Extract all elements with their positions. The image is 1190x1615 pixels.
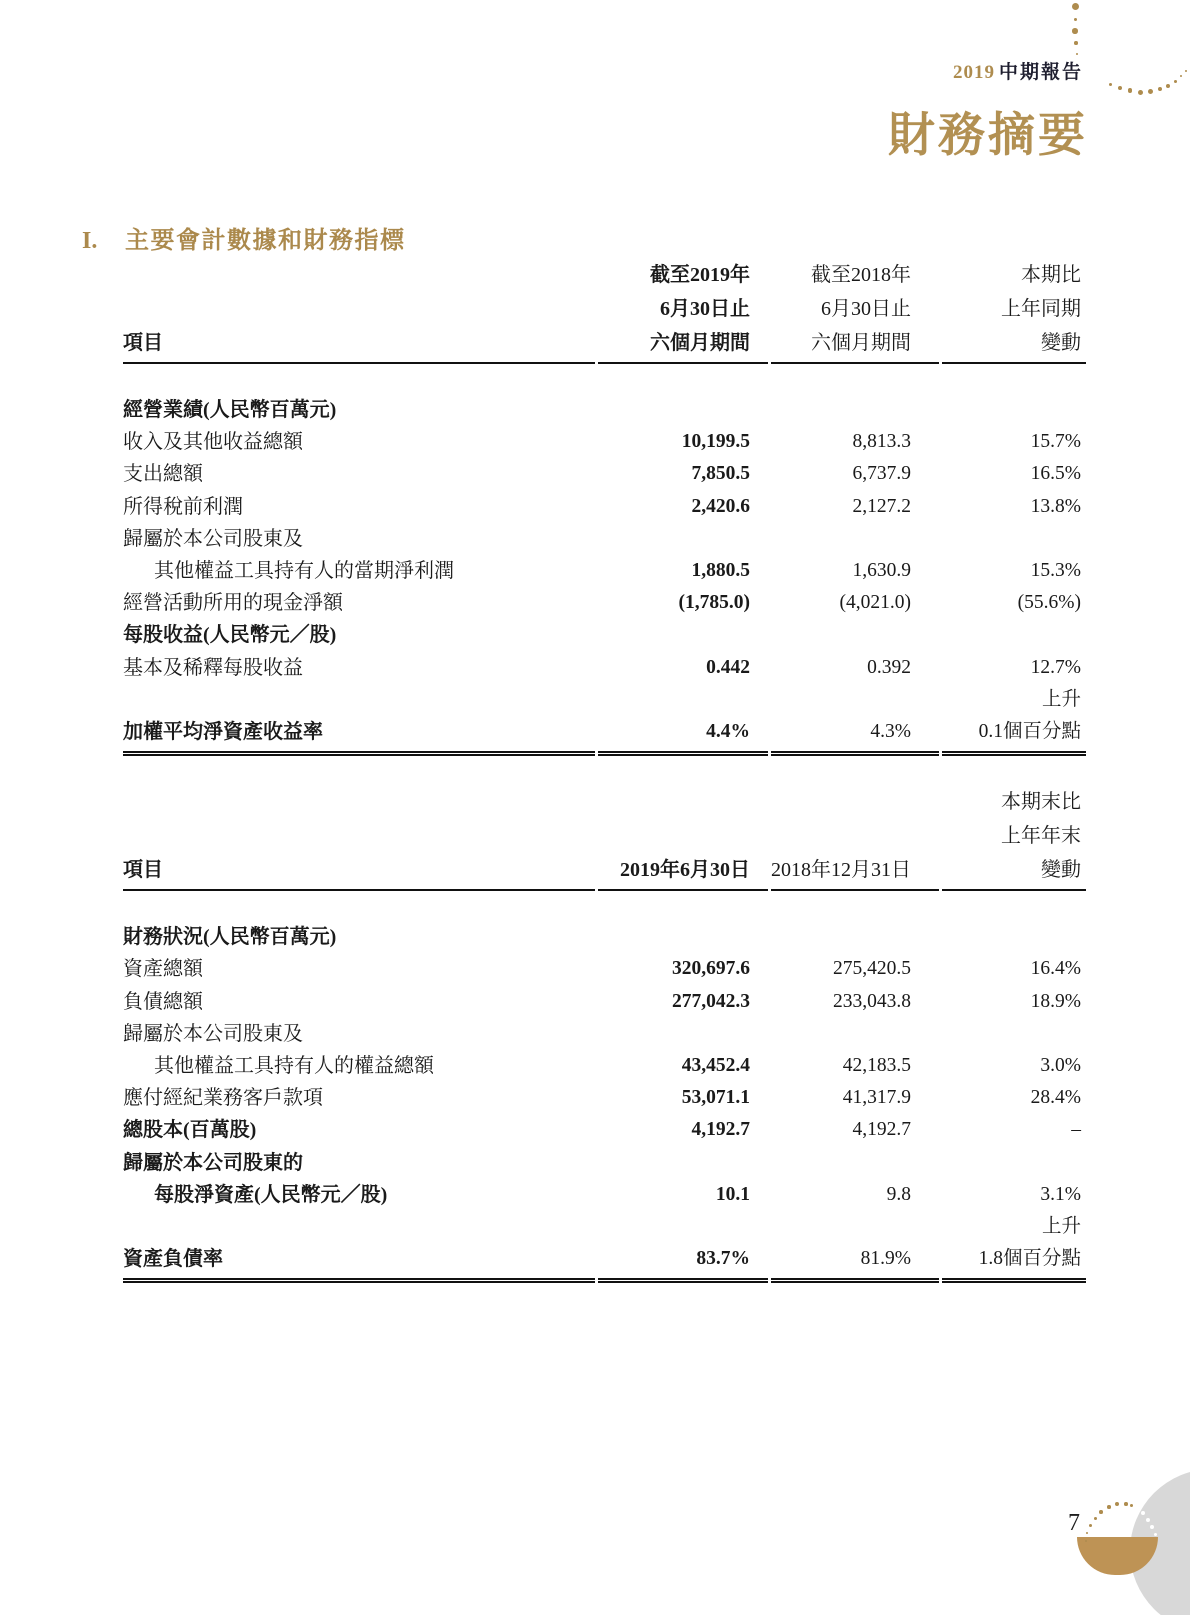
row-label: 其他權益工具持有人的當期淨利潤 <box>154 560 454 583</box>
row-label: 加權平均淨資產收益率 <box>123 716 595 756</box>
table-row <box>123 716 1086 756</box>
row-label: 其他權益工具持有人的權益總額 <box>154 1055 434 1078</box>
row-label: 支出總額 <box>123 463 203 486</box>
table-row <box>123 1147 1086 1179</box>
section-title: 主要會計數據和財務指標 <box>125 228 406 254</box>
table-row <box>123 986 1086 1018</box>
table-row <box>123 921 1086 953</box>
value-current: 43,452.4 <box>681 1055 750 1077</box>
decoration-dot <box>1141 1511 1145 1515</box>
table-gap <box>120 756 1083 785</box>
value-prior: 4,192.7 <box>852 1119 911 1141</box>
header-period-2019: 截至2019年 6月30日止 六個月期間 <box>598 258 768 364</box>
decoration-dot <box>1094 1517 1097 1520</box>
page-number: 7 <box>1068 1510 1080 1536</box>
value-prior <box>771 1147 939 1179</box>
value-prior <box>771 684 939 716</box>
decoration-dot <box>1174 80 1177 83</box>
value-prior: 42,183.5 <box>842 1055 911 1077</box>
decoration-dot <box>1158 87 1163 92</box>
decoration-dot <box>1180 75 1183 78</box>
value-prior: 9.8 <box>886 1183 911 1205</box>
decoration-dot <box>1130 1504 1133 1507</box>
financial-table-halfyear <box>120 258 1089 756</box>
value-change: – <box>1071 1119 1081 1141</box>
value-current: 10.1 <box>715 1183 750 1205</box>
decoration-dot <box>1115 1502 1119 1506</box>
table-row <box>123 619 1086 651</box>
section-numeral: I. <box>82 228 98 254</box>
table-row <box>123 953 1086 985</box>
table-row <box>123 1211 1086 1243</box>
value-prior <box>771 394 939 426</box>
decoration-dot <box>1086 1532 1089 1535</box>
report-badge <box>953 57 1083 84</box>
table-row <box>123 652 1086 684</box>
decoration-dot <box>1138 90 1143 95</box>
value-current: 7,850.5 <box>691 463 750 485</box>
spacer-row <box>123 891 1086 921</box>
row-label: 財務狀況(人民幣百萬元) <box>123 926 337 949</box>
table-row <box>123 1114 1086 1146</box>
table-row <box>123 394 1086 426</box>
value-current: 53,071.1 <box>681 1087 750 1109</box>
row-label: 歸屬於本公司股東及 <box>123 1022 303 1045</box>
value-prior: 41,317.9 <box>842 1087 911 1109</box>
page-title: 財務摘要 <box>888 110 1088 162</box>
report-year: 2019 <box>952 62 995 83</box>
decoration-dot <box>1124 1502 1128 1506</box>
value-current: 83.7% <box>598 1243 768 1283</box>
row-label: 資產負債率 <box>123 1243 595 1283</box>
header-items: 項目 <box>123 258 595 364</box>
table-row <box>123 426 1086 458</box>
value-current <box>598 394 768 426</box>
row-label: 所得稅前利潤 <box>123 495 243 518</box>
header-change: 本期末比 上年年末 變動 <box>942 785 1086 891</box>
value-change: 16.4% <box>1030 958 1081 980</box>
tables-area <box>120 258 1083 1283</box>
decoration-dot <box>1166 84 1170 88</box>
table-header-row <box>123 785 1086 891</box>
header-date-2018: 2018年12月31日 <box>771 785 939 891</box>
table-header-row <box>123 258 1086 364</box>
value-change <box>942 523 1086 555</box>
value-current: (1,785.0) <box>678 592 750 614</box>
row-label: 每股淨資產(人民幣元／股) <box>154 1183 388 1206</box>
value-current: 4.4% <box>598 716 768 756</box>
decoration-dot <box>1072 3 1079 10</box>
value-prior: 2,127.2 <box>852 495 911 517</box>
value-current <box>598 684 768 716</box>
table-row <box>123 523 1086 555</box>
value-prior <box>771 1211 939 1243</box>
value-change <box>942 394 1086 426</box>
decoration-dot <box>1148 89 1153 94</box>
table-row <box>123 587 1086 619</box>
value-change: 3.1% <box>1040 1183 1081 1205</box>
decoration-dot <box>1135 1506 1139 1510</box>
value-prior: 0.392 <box>867 656 911 678</box>
value-current <box>598 1018 768 1050</box>
value-current: 277,042.3 <box>672 990 750 1012</box>
header-items: 項目 <box>123 785 595 891</box>
decoration-dot <box>1076 53 1078 55</box>
table-row <box>123 1179 1086 1211</box>
value-current: 2,420.6 <box>691 495 750 517</box>
table-row <box>123 684 1086 716</box>
table-row <box>123 1018 1086 1050</box>
value-change: (55.6%) <box>1017 592 1081 614</box>
row-label: 經營業績(人民幣百萬元) <box>123 399 337 421</box>
row-label: 歸屬於本公司股東的 <box>123 1151 303 1174</box>
decoration-dot <box>1089 1524 1092 1527</box>
value-current: 4,192.7 <box>691 1119 750 1141</box>
value-change: 3.0% <box>1040 1055 1081 1077</box>
value-change: 16.5% <box>1030 463 1081 485</box>
decoration-dot <box>1099 1510 1103 1514</box>
decoration-dot <box>1107 1505 1111 1509</box>
decoration-dot <box>1146 1518 1150 1522</box>
value-current: 0.442 <box>706 656 750 678</box>
value-change: 28.4% <box>1030 1087 1081 1109</box>
value-current <box>598 921 768 953</box>
value-prior: 275,420.5 <box>833 958 911 980</box>
value-change: 12.7% <box>1030 656 1081 678</box>
decoration-dot <box>1185 70 1187 72</box>
report-label: 中期報告 <box>998 62 1083 83</box>
decoration-dot <box>1128 88 1133 93</box>
row-label: 應付經紀業務客戶款項 <box>123 1087 323 1110</box>
value-change: 13.8% <box>1030 495 1081 517</box>
value-prior: 8,813.3 <box>852 431 911 453</box>
value-change: 15.3% <box>1030 560 1081 582</box>
spacer-row <box>123 364 1086 394</box>
row-label <box>123 1211 595 1243</box>
row-label: 資產總額 <box>123 958 203 981</box>
header-period-2018: 截至2018年 6月30日止 六個月期間 <box>771 258 939 364</box>
table-row <box>123 458 1086 490</box>
decoration-dot <box>1118 86 1122 90</box>
section-heading <box>82 220 406 255</box>
value-prior <box>771 619 939 651</box>
value-change <box>942 1018 1086 1050</box>
value-change: 15.7% <box>1030 431 1081 453</box>
row-label: 總股本(百萬股) <box>123 1119 257 1142</box>
value-prior <box>771 1018 939 1050</box>
row-label: 歸屬於本公司股東及 <box>123 527 303 550</box>
row-label <box>123 684 595 716</box>
decoration-dot <box>1154 1533 1157 1536</box>
header-date-2019: 2019年6月30日 <box>598 785 768 891</box>
table-row <box>123 491 1086 523</box>
table-row <box>123 555 1086 587</box>
value-prior: (4,021.0) <box>839 592 911 614</box>
value-change: 1.8個百分點 <box>942 1243 1086 1283</box>
value-change <box>942 1147 1086 1179</box>
financial-table-position <box>120 785 1089 1283</box>
value-prior: 81.9% <box>771 1243 939 1283</box>
value-change <box>942 619 1086 651</box>
decoration-dot <box>1109 83 1112 86</box>
value-change: 上升 <box>1041 688 1081 710</box>
value-current <box>598 523 768 555</box>
row-label: 基本及稀釋每股收益 <box>123 656 303 679</box>
value-current: 1,880.5 <box>691 560 750 582</box>
value-prior: 4.3% <box>771 716 939 756</box>
decoration-dot <box>1072 28 1078 34</box>
value-prior <box>771 921 939 953</box>
table-row <box>123 1082 1086 1114</box>
value-prior: 6,737.9 <box>852 463 911 485</box>
value-prior <box>771 523 939 555</box>
value-current: 320,697.6 <box>672 958 750 980</box>
value-change: 18.9% <box>1030 990 1081 1012</box>
table-row <box>123 1243 1086 1283</box>
row-label: 每股收益(人民幣元／股) <box>123 624 337 647</box>
value-current: 10,199.5 <box>681 431 750 453</box>
table-row <box>123 1050 1086 1082</box>
value-prior: 1,630.9 <box>852 560 911 582</box>
value-change: 0.1個百分點 <box>942 716 1086 756</box>
value-change: 上升 <box>1041 1216 1081 1238</box>
value-current <box>598 1211 768 1243</box>
value-change <box>942 921 1086 953</box>
decoration-dot <box>1074 18 1077 21</box>
value-current <box>598 1147 768 1179</box>
row-label: 經營活動所用的現金淨額 <box>123 592 343 615</box>
decoration-dot <box>1074 41 1078 45</box>
row-label: 收入及其他收益總額 <box>123 431 303 454</box>
value-current <box>598 619 768 651</box>
row-label: 負債總額 <box>123 990 203 1013</box>
value-prior: 233,043.8 <box>833 990 911 1012</box>
header-change: 本期比 上年同期 變動 <box>942 258 1086 364</box>
